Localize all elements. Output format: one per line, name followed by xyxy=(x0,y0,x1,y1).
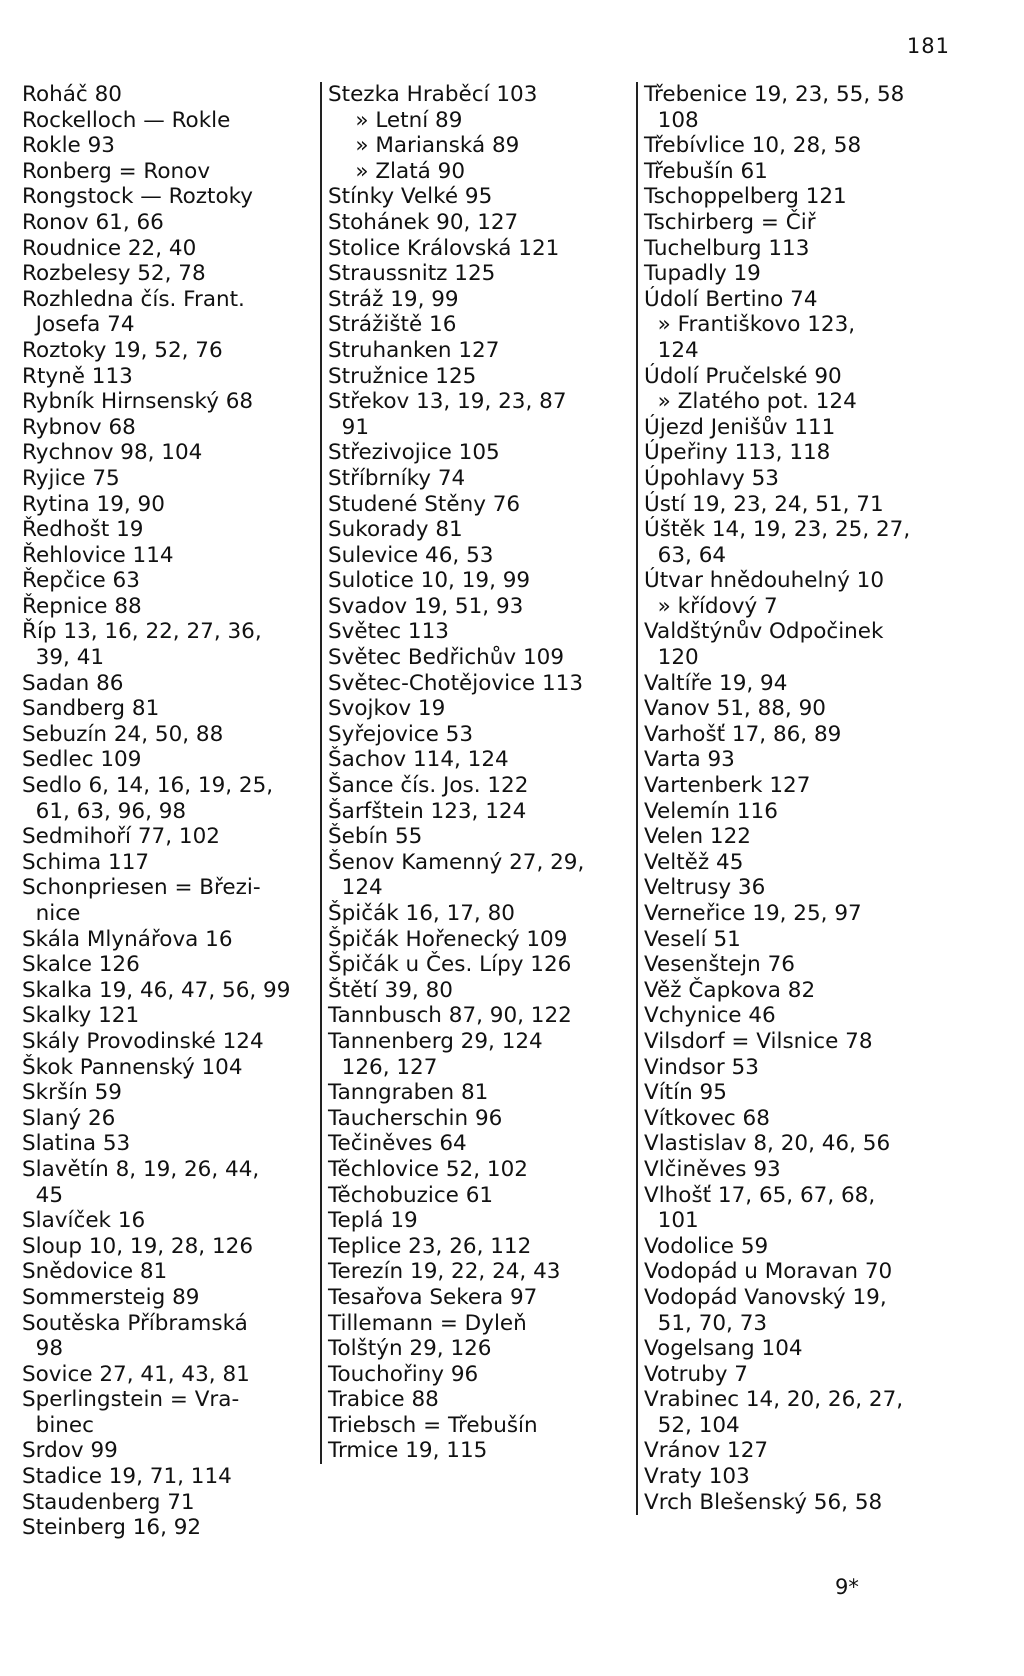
index-entry: Rockelloch — Rokle xyxy=(22,107,231,133)
index-entry: Rybník Hirnsenský 68 xyxy=(22,389,254,415)
index-entry: Struhanken 127 xyxy=(328,337,500,363)
index-entry: Skála Mlynářova 16 xyxy=(22,926,233,952)
index-entry: Soutěska Příbramská xyxy=(22,1310,248,1336)
index-entry: Slaný 26 xyxy=(22,1105,116,1131)
index-entry: Trmice 19, 115 xyxy=(328,1438,488,1464)
index-entry: 91 xyxy=(328,414,370,440)
index-entry: Útvar hnědouhelný 10 xyxy=(644,568,885,594)
index-entry: Skalky 121 xyxy=(22,1003,140,1029)
index-entry: 98 xyxy=(22,1336,64,1362)
index-entry: Střekov 13, 19, 23, 87 xyxy=(328,389,567,415)
index-entry: Šenov Kamenný 27, 29, xyxy=(328,849,585,875)
index-entry: Tesařova Sekera 97 xyxy=(328,1284,538,1310)
index-entry: 120 xyxy=(644,645,699,671)
index-entry: Vesenštejn 76 xyxy=(644,952,795,978)
index-entry: Stříbrníky 74 xyxy=(328,465,466,491)
index-entry: Studené Stěny 76 xyxy=(328,491,521,517)
index-entry: Veselí 51 xyxy=(644,926,741,952)
index-entry: Skály Provodinské 124 xyxy=(22,1028,264,1054)
index-entry: Údolí Pručelské 90 xyxy=(644,363,842,389)
index-entry: nice xyxy=(22,901,81,926)
index-entry: 61, 63, 96, 98 xyxy=(22,798,187,824)
index-entry: » Zlatého pot. 124 xyxy=(644,389,857,415)
index-entry: Stráž 19, 99 xyxy=(328,286,459,312)
index-entry: Velemín 116 xyxy=(644,798,778,824)
index-entry: Špičák 16, 17, 80 xyxy=(328,901,515,926)
index-entry: Tečiněves 64 xyxy=(328,1131,467,1157)
index-entry: Stolice Královská 121 xyxy=(328,235,560,261)
index-entry: Vindsor 53 xyxy=(644,1054,759,1080)
index-entry: Údolí Bertino 74 xyxy=(644,286,818,312)
index-entry: Ryjice 75 xyxy=(22,465,120,491)
index-entry: 101 xyxy=(644,1208,699,1234)
index-entry: Steinberg 16, 92 xyxy=(22,1515,202,1541)
index-entry: Vlčiněves 93 xyxy=(644,1156,781,1182)
index-entry: Teplá 19 xyxy=(328,1208,418,1234)
index-entry: Stezka Hraběcí 103 xyxy=(328,82,538,107)
index-entry: Taucherschin 96 xyxy=(328,1105,503,1131)
index-column-3 xyxy=(636,82,984,1515)
index-entry: Strážiště 16 xyxy=(328,312,457,338)
page-number: 181 xyxy=(906,34,950,58)
index-entry: Tuchelburg 113 xyxy=(644,235,810,261)
index-entry: Slatina 53 xyxy=(22,1131,131,1157)
index-entry: Vchynice 46 xyxy=(644,1003,776,1029)
index-entry: 124 xyxy=(328,875,383,901)
index-entry: Rongstock — Roztoky xyxy=(22,184,254,210)
index-entry: 126, 127 xyxy=(328,1054,438,1080)
index-entry: Sommersteig 89 xyxy=(22,1284,200,1310)
index-entry: Ústí 19, 23, 24, 51, 71 xyxy=(644,491,884,517)
index-entry: Těchlovice 52, 102 xyxy=(328,1156,528,1182)
index-entry: Syřejovice 53 xyxy=(328,721,474,747)
index-entry: Vogelsang 104 xyxy=(644,1336,803,1362)
index-entry: Votruby 7 xyxy=(644,1361,748,1387)
index-entry: Sovice 27, 41, 43, 81 xyxy=(22,1361,250,1387)
index-entry: Vrabinec 14, 20, 26, 27, xyxy=(644,1387,904,1413)
index-entry: Stínky Velké 95 xyxy=(328,184,493,210)
index-entry: Svadov 19, 51, 93 xyxy=(328,593,524,619)
index-entry: Tillemann = Dyleň xyxy=(328,1310,527,1336)
index-entry: Stadice 19, 71, 114 xyxy=(22,1464,232,1490)
index-entry: Vodolice 59 xyxy=(644,1233,769,1259)
index-entry: Trabice 88 xyxy=(328,1387,439,1413)
index-entry: Šachov 114, 124 xyxy=(328,747,509,773)
index-entry: » Františkovo 123, xyxy=(644,312,856,338)
index-entry: Třebívlice 10, 28, 58 xyxy=(644,133,862,159)
index-entry: Šebín 55 xyxy=(328,824,423,850)
index-entry: Srdov 99 xyxy=(22,1438,118,1464)
index-entry: Říp 13, 16, 22, 27, 36, xyxy=(22,619,262,645)
index-entry: 45 xyxy=(22,1182,64,1208)
index-entry: Tschoppelberg 121 xyxy=(644,184,847,210)
index-entry: Snědovice 81 xyxy=(22,1259,168,1285)
index-column-1 xyxy=(22,82,322,1541)
index-entry: Schima 117 xyxy=(22,849,150,875)
index-entry: 108 xyxy=(644,107,699,133)
index-entry: Slavíček 16 xyxy=(22,1208,146,1234)
index-entry: Skršín 59 xyxy=(22,1080,122,1106)
index-entry: Schonpriesen = Březi- xyxy=(22,875,261,901)
index-entry: Vítkovec 68 xyxy=(644,1105,770,1131)
index-entry: Úštěk 14, 19, 23, 25, 27, xyxy=(644,517,911,543)
index-entry: Rokle 93 xyxy=(22,133,115,159)
index-entry: Vodopád u Moravan 70 xyxy=(644,1259,893,1285)
index-entry: Šance čís. Jos. 122 xyxy=(328,773,529,799)
index-entry: Sedlec 109 xyxy=(22,747,142,773)
index-entry: Roháč 80 xyxy=(22,82,122,107)
index-entry: Teplice 23, 26, 112 xyxy=(328,1233,532,1259)
index-entry: Vodopád Vanovský 19, xyxy=(644,1284,887,1310)
index-entry: Staudenberg 71 xyxy=(22,1489,195,1515)
index-entry: Velen 122 xyxy=(644,824,751,850)
index-entry: Špičák u Čes. Lípy 126 xyxy=(328,952,572,978)
index-entry: Sperlingstein = Vra- xyxy=(22,1387,240,1413)
index-entry: » křídový 7 xyxy=(644,593,778,619)
index-entry: Vlhošť 17, 65, 67, 68, xyxy=(644,1182,876,1208)
index-entry: Vilsdorf = Vilsnice 78 xyxy=(644,1028,873,1054)
index-entry: Tannbusch 87, 90, 122 xyxy=(328,1003,572,1029)
index-entry: Úpohlavy 53 xyxy=(644,465,779,491)
index-entry: Vanov 51, 88, 90 xyxy=(644,696,826,722)
index-entry: Sulevice 46, 53 xyxy=(328,542,494,568)
index-entry: Verneřice 19, 25, 97 xyxy=(644,901,862,926)
index-entry: Valtíře 19, 94 xyxy=(644,670,788,696)
index-entry: Varta 93 xyxy=(644,747,735,773)
index-entry: Rtyně 113 xyxy=(22,363,133,389)
index-entry: Řehlovice 114 xyxy=(22,542,174,568)
index-entry: Třebušín 61 xyxy=(644,158,768,184)
index-entry: Tolštýn 29, 126 xyxy=(328,1336,492,1362)
index-entry: Újezd Jenišův 111 xyxy=(644,414,836,440)
index-entry: Skalka 19, 46, 47, 56, 99 xyxy=(22,977,291,1003)
index-entry: Sedmihoří 77, 102 xyxy=(22,824,220,850)
index-entry: Sadan 86 xyxy=(22,670,124,696)
index-entry: Svojkov 19 xyxy=(328,696,446,722)
index-entry: Skalce 126 xyxy=(22,952,140,978)
index-entry: Rozhledna čís. Frant. xyxy=(22,286,245,312)
index-entry: 52, 104 xyxy=(644,1412,740,1438)
index-entry: Škok Pannenský 104 xyxy=(22,1054,243,1080)
index-entry: binec xyxy=(22,1412,94,1438)
index-entry: Tannenberg 29, 124 xyxy=(328,1028,543,1054)
index-entry: Těchobuzice 61 xyxy=(328,1182,494,1208)
index-entry: Triebsch = Třebušín xyxy=(328,1412,538,1438)
index-entry: Špičák Hořenecký 109 xyxy=(328,926,568,952)
index-entry: Tschirberg = Čiř xyxy=(644,209,816,235)
index-entry: Rytina 19, 90 xyxy=(22,491,165,517)
signature-mark: 9* xyxy=(835,1575,859,1599)
index-entry: » Zlatá 90 xyxy=(328,158,465,184)
index-entry: Veltrusy 36 xyxy=(644,875,766,901)
index-entry: Stružnice 125 xyxy=(328,363,477,389)
index-entry: Světec Bedřichův 109 xyxy=(328,645,565,671)
index-entry: Roudnice 22, 40 xyxy=(22,235,197,261)
index-entry: Sukorady 81 xyxy=(328,517,463,543)
index-entry: Varhošť 17, 86, 89 xyxy=(644,721,842,747)
index-entry: Sloup 10, 19, 28, 126 xyxy=(22,1233,253,1259)
index-entry: Šarfštein 123, 124 xyxy=(328,798,527,824)
index-entry: Sedlo 6, 14, 16, 19, 25, xyxy=(22,773,274,799)
index-entry: Roztoky 19, 52, 76 xyxy=(22,337,223,363)
index-column-2 xyxy=(320,82,638,1464)
index-entry: 63, 64 xyxy=(644,542,727,568)
index-entry: » Letní 89 xyxy=(328,107,463,133)
index-entry: Vartenberk 127 xyxy=(644,773,811,799)
index-entry: Vránov 127 xyxy=(644,1438,769,1464)
index-entry: Touchořiny 96 xyxy=(328,1361,479,1387)
index-entry: Rybnov 68 xyxy=(22,414,136,440)
index-entry: Řepčice 63 xyxy=(22,568,140,594)
index-entry: Střezivojice 105 xyxy=(328,440,500,466)
index-entry: Světec-Chotějovice 113 xyxy=(328,670,584,696)
index-entry: Slavětín 8, 19, 26, 44, xyxy=(22,1156,260,1182)
index-entry: Třebenice 19, 23, 55, 58 xyxy=(644,82,905,107)
index-entry: Stohánek 90, 127 xyxy=(328,209,519,235)
index-entry: Terezín 19, 22, 24, 43 xyxy=(328,1259,561,1285)
index-entry: Straussnitz 125 xyxy=(328,261,496,287)
index-entry: Řepnice 88 xyxy=(22,593,142,619)
index-entry: Sulotice 10, 19, 99 xyxy=(328,568,531,594)
index-entry: Veltěž 45 xyxy=(644,849,744,875)
index-entry: Sebuzín 24, 50, 88 xyxy=(22,721,224,747)
index-entry: Světec 113 xyxy=(328,619,449,645)
index-entry: Štětí 39, 80 xyxy=(328,977,453,1003)
index-entry: 51, 70, 73 xyxy=(644,1310,768,1336)
index-entry: Ronberg = Ronov xyxy=(22,158,211,184)
index-entry: » Marianská 89 xyxy=(328,133,520,159)
index-entry: Ronov 61, 66 xyxy=(22,209,164,235)
index-entry: Rozbelesy 52, 78 xyxy=(22,261,206,287)
index-entry: Tanngraben 81 xyxy=(328,1080,489,1106)
index-entry: Vrch Blešenský 56, 58 xyxy=(644,1489,883,1515)
index-entry: Josefa 74 xyxy=(22,312,135,338)
index-entry: Valdštýnův Odpočinek xyxy=(644,619,884,645)
index-entry: Rychnov 98, 104 xyxy=(22,440,203,466)
index-entry: Vraty 103 xyxy=(644,1464,750,1490)
index-entry: 39, 41 xyxy=(22,645,105,671)
index-entry: Vítín 95 xyxy=(644,1080,727,1106)
index-entry: Úpeřiny 113, 118 xyxy=(644,440,831,466)
index-entry: Sandberg 81 xyxy=(22,696,160,722)
index-entry: 124 xyxy=(644,337,699,363)
index-entry: Věž Čapkova 82 xyxy=(644,977,816,1003)
index-entry: Ředhošt 19 xyxy=(22,517,144,543)
index-entry: Tupadly 19 xyxy=(644,261,761,287)
index-entry: Vlastislav 8, 20, 46, 56 xyxy=(644,1131,891,1157)
